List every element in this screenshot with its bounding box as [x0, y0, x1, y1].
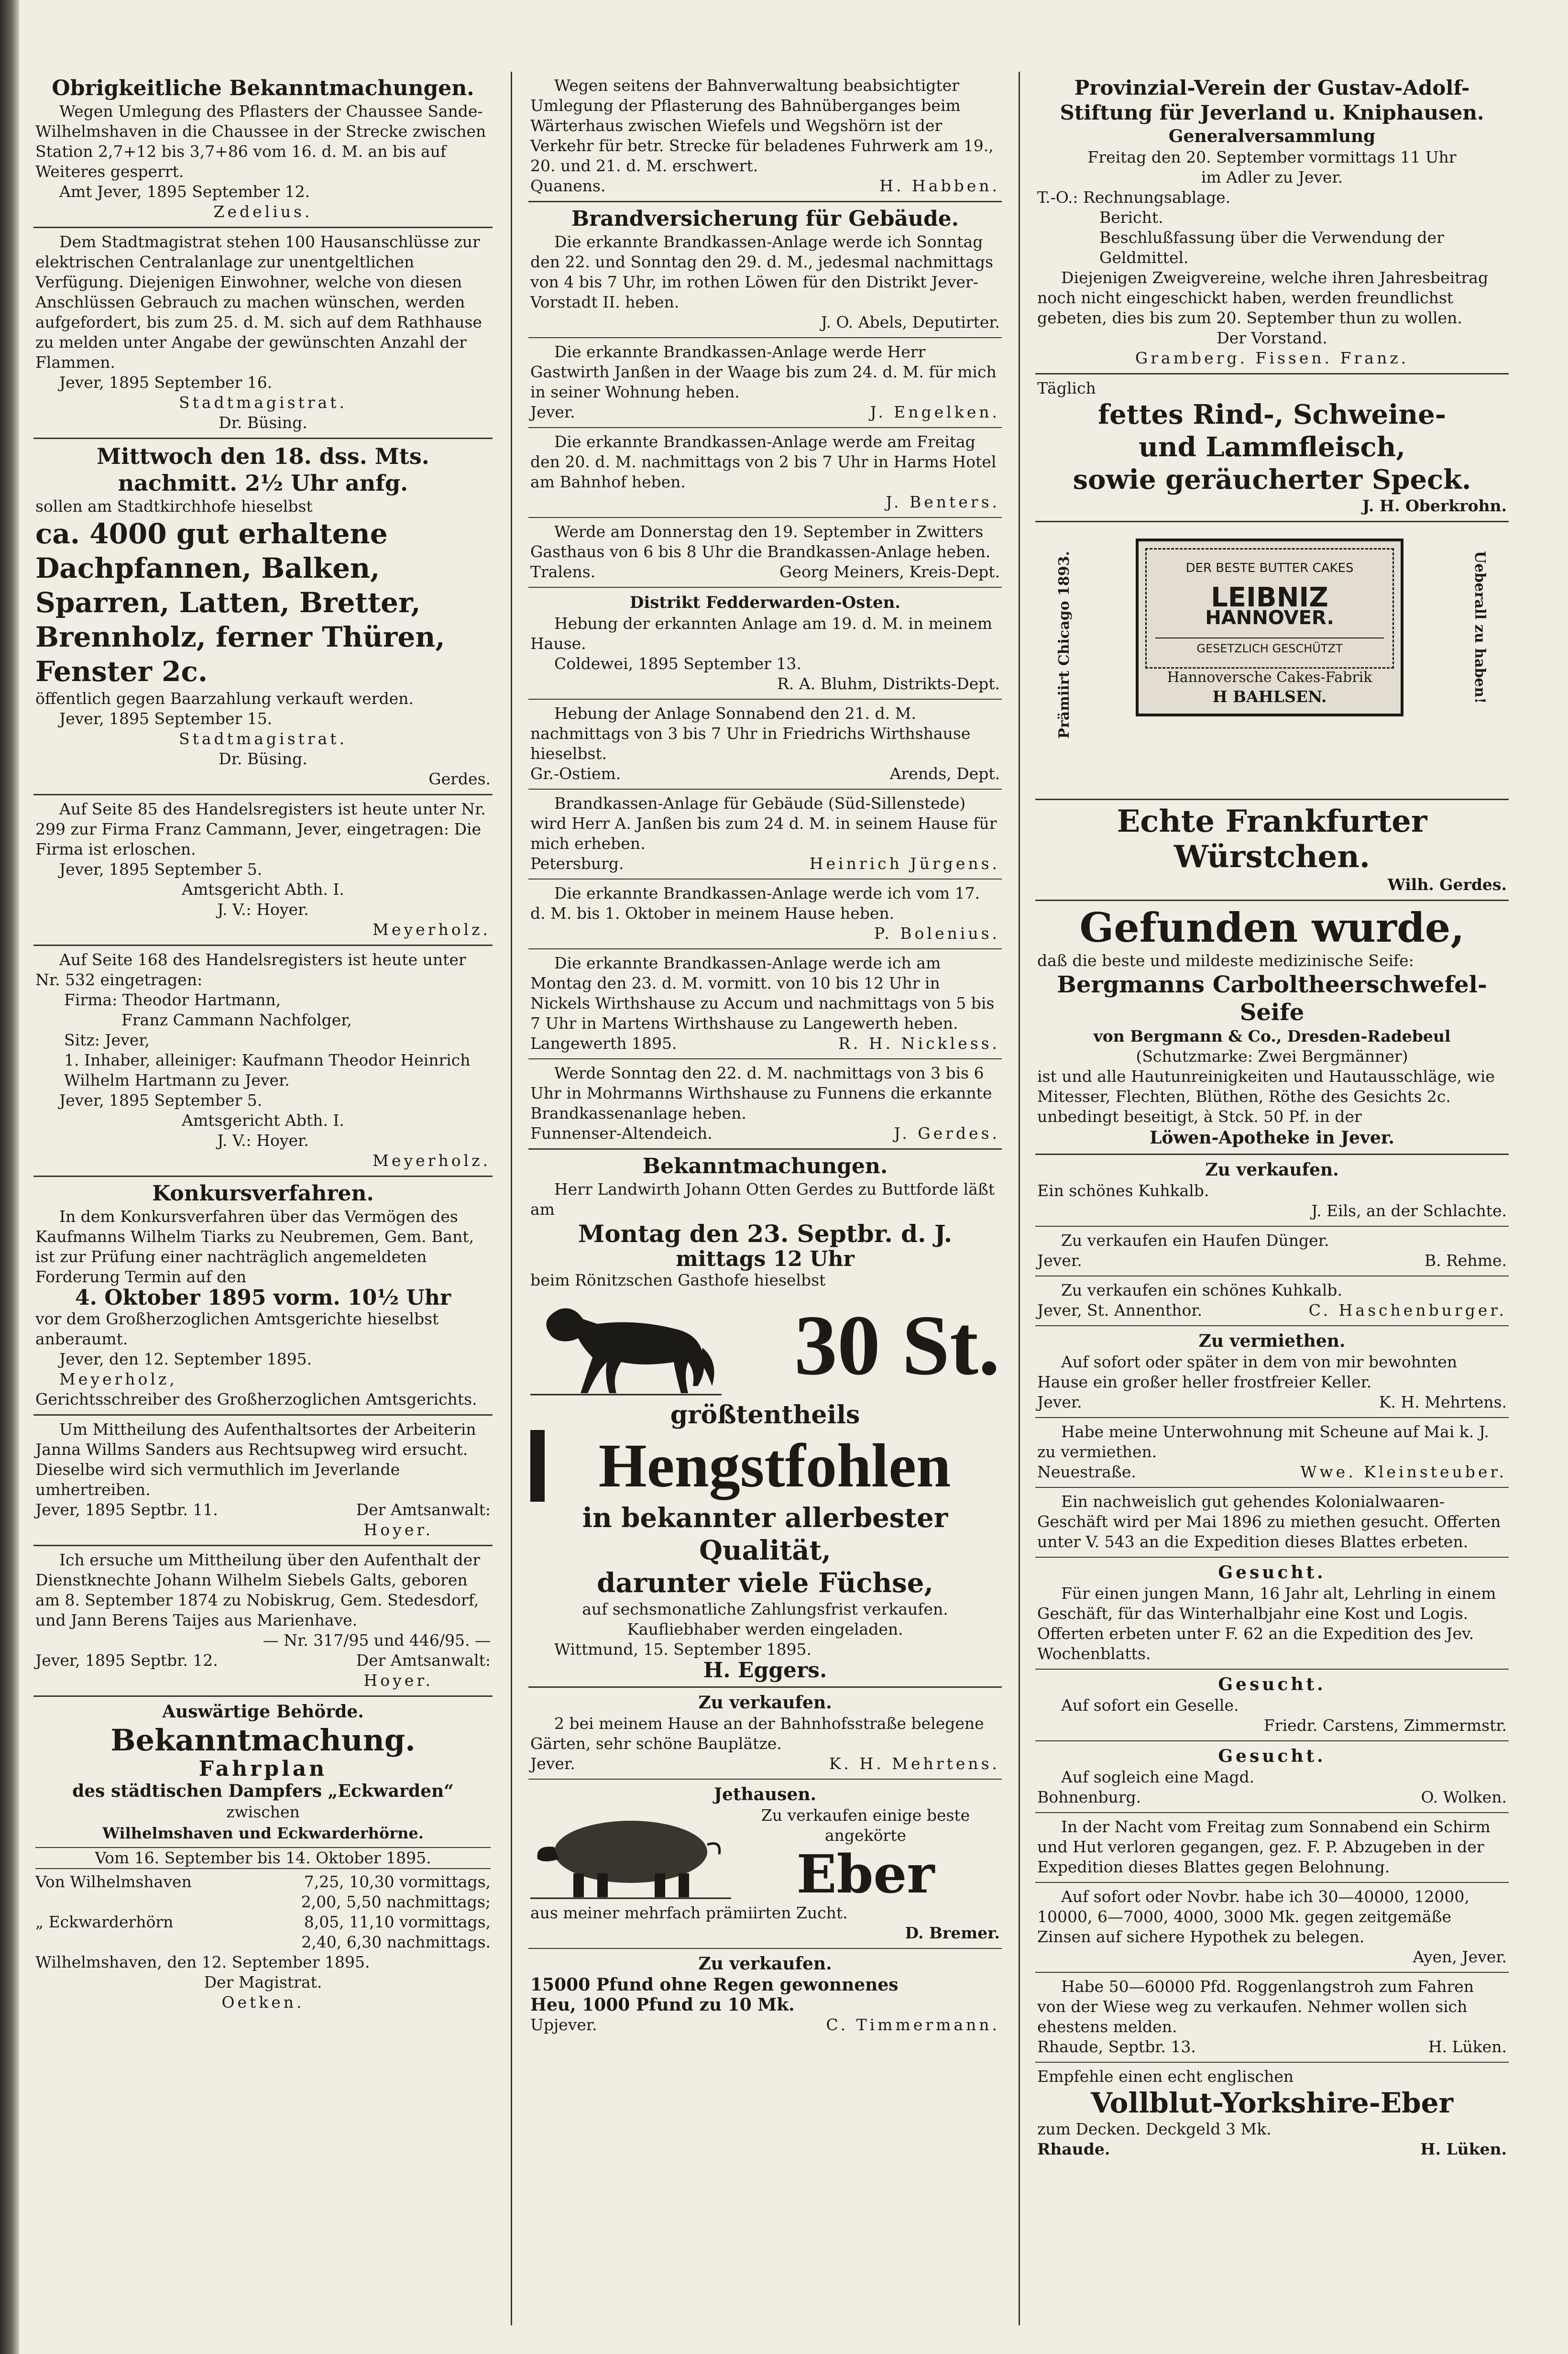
maker-name: H BAHLSEN.: [1212, 687, 1327, 706]
notice-text: Werde Sonntag den 22. d. M. nachmittags von 3 bis 6 Uhr in Mohrmanns Wirthshause zu Funnens die erkannte Brandkassenanlage heben.: [530, 1064, 992, 1122]
notice-text: Die erkannte Brandkassen-Anlage werde ich Sonntag den 22. und Sonntag den 29. d. M., jedesmal nachmittags von 4 bis 7 Uhr, im rothen Löwen für den Distrikt Jever-Vorstadt II. heben.: [530, 232, 993, 311]
place: Funnenser-Altendeich.: [530, 1124, 713, 1143]
notice-text: Auf sofort ein Geselle.: [1061, 1696, 1239, 1715]
column-right: [1035, 72, 1509, 2325]
ad-calf-2: [1035, 1276, 1509, 1326]
dateline: Jever, 1895 September 5.: [59, 1091, 263, 1110]
notice-fire-levy-7: [528, 949, 1002, 1059]
signature: Zedelius.: [213, 202, 313, 221]
dateline: Rhaude, Septbr. 13.: [1037, 2037, 1196, 2056]
signature: Hoyer.: [363, 1520, 433, 1539]
notice-text: Ein schönes Kuhkalb.: [1037, 1181, 1209, 1200]
meeting-date: Freitag den 20. September vormittags 11 Uhr: [1087, 148, 1457, 166]
signature: H. Lüken.: [1420, 2140, 1507, 2158]
notice-text: Für einen jungen Mann, 16 Jahr alt, Lehrling in einem Geschäft, für das Winterhalbjahr eine Kost und Logis. Offerten erbeten unter F. 62 an die Expedition des Jev. Wochenblatts.: [1037, 1584, 1496, 1663]
section-title: Echte Frankfurter Würstchen.: [1117, 803, 1427, 875]
notice-text: auf sechsmonatliche Zahlungsfrist verkaufen. Kaufliebhaber werden eingeladen.: [582, 1600, 948, 1639]
signature: C. Timmermann.: [826, 2015, 1000, 2034]
notice-text: In dem Konkursverfahren über das Vermögen des Kaufmanns Wilhelm Tiarks zu Neubremen, Gem. Bant, ist zur Prüfung einer nachträglich angemeldeten Forderung Termin auf den: [35, 1207, 474, 1286]
dateline: Jever, 1895 Septbr. 12.: [35, 1651, 218, 1670]
signature: Meyerholz,: [59, 1370, 177, 1388]
notice-text: Werde am Donnerstag den 19. September in Zwitters Gasthaus von 6 bis 8 Uhr die Brandkassen-Anlage heben.: [530, 522, 991, 561]
notice-fire-levy-5: [528, 790, 1002, 880]
agent: Gerdes.: [428, 770, 491, 788]
firm-line: Franz Cammann Nachfolger,: [121, 1011, 352, 1029]
auction-place: beim Rönitzschen Gasthofe hieselbst: [530, 1271, 826, 1289]
notice-text: Wegen seitens der Bahnverwaltung beabsichtigter Umlegung der Pflasterung des Bahnüberganges beim Wärterhaus zwischen Wiefels und Wegshörn ist der Verkehr für betr. Strecke für beladenes Fuhrwerk am 19., 20. und 21. d. M. erschwert.: [530, 76, 994, 175]
mostly: größtentheils: [670, 1400, 860, 1430]
firm-name: von Bergmann & Co., Dresden-Radebeul: [1093, 1027, 1451, 1045]
logo-mark: GESETZLICH GESCHÜTZT: [1155, 638, 1384, 659]
section-title: Gefunden wurde,: [1079, 904, 1465, 951]
notice-ferry-timetable: [33, 1697, 493, 2017]
departure-times: 7,25, 10,30 vormittags,: [304, 1872, 491, 1891]
product-name: Bergmanns Carboltheerschwefel-Seife: [1057, 971, 1487, 1026]
section-title: Provinzial-Verein der Gustav-Adolf-Stiftung für Jeverland u. Kniphausen.: [1060, 76, 1484, 124]
auction-date: Mittwoch den 18. dss. Mts.: [97, 443, 429, 469]
auction-items: ca. 4000 gut erhaltene Dachpfannen, Balken, Sparren, Latten, Bretter, Brennholz, ferner Thüren, Fenster 2c.: [35, 517, 445, 688]
signature: B. Rehme.: [1424, 1251, 1507, 1270]
trademark: (Schutzmarke: Zwei Bergmänner): [1136, 1047, 1408, 1066]
place: Quanens.: [530, 176, 606, 195]
notice-text: 2 bei meinem Hause an der Bahnhofsstraße belegene Gärten, sehr schöne Bauplätze.: [530, 1714, 984, 1753]
notice-text: Die erkannte Brandkassen-Anlage werde ich am Montag den 23. d. M. vormitt. von 10 bis 12 Uhr in Nickels Wirthshause zu Accum und nachmittags von 5 bis 7 Uhr in Martens Wirthshause zu Langewerth heben.: [530, 954, 995, 1033]
reference: — Nr. 317/95 und 446/95. —: [263, 1631, 491, 1650]
book-binding-edge: [0, 0, 19, 2354]
departure-times: 2,40, 6,30 nachmittags.: [301, 1933, 491, 1951]
auction-time: nachmitt. 2½ Uhr anfg.: [118, 470, 408, 496]
place: Upjever.: [530, 2015, 597, 2034]
role: Der Amtsanwalt:: [356, 1651, 491, 1670]
section-title: Distrikt Fedderwarden-Osten.: [629, 593, 901, 612]
departure-times: 2,00, 5,50 nachmittags;: [301, 1892, 491, 1911]
signature: Friedr. Carstens, Zimmermstr.: [1263, 1716, 1507, 1735]
ad-leibniz-cakes: [1035, 522, 1509, 800]
notice-text: Auf sofort oder Novbr. habe ich 30—40000, 12000, 10000, 6—7000, 4000, 3000 Mk. gegen zeitgemäße Zinsen auf sichere Hypothek zu belegen.: [1037, 1887, 1469, 1946]
signature: K. H. Mehrtens.: [1379, 1393, 1507, 1411]
place: Rhaude.: [1037, 2140, 1110, 2158]
logo-top: DER BESTE BUTTER CAKES: [1185, 561, 1354, 575]
office: Stadtmagistrat.: [179, 729, 347, 748]
firm-line: Sitz: Jever,: [64, 1031, 150, 1049]
hay-offer: Heu, 1000 Pfund zu 10 Mk.: [530, 1995, 795, 2015]
section-head: Auswärtige Behörde.: [162, 1702, 364, 1722]
signature: J. Gerdes.: [894, 1124, 1000, 1143]
ad-straw-sale: [1035, 1973, 1509, 2063]
maker: Hannoversche Cakes-Fabrik: [1167, 669, 1372, 686]
agenda: Beschlußfassung über die Verwendung der Geldmittel.: [1099, 228, 1444, 267]
notice-text: Hebung der Anlage Sonnabend den 21. d. M. nachmittags von 3 bis 7 Uhr in Friedrichs Wirthshause hieselbst.: [530, 704, 971, 763]
dateline: Wittmund, 15. September 1895.: [554, 1640, 812, 1659]
section-title: Bekanntmachungen.: [642, 1154, 888, 1178]
signature: Georg Meiners, Kreis-Dept.: [779, 562, 1000, 581]
section-title: Zu verkaufen.: [698, 1693, 832, 1713]
meat-offer: fettes Rind-, Schweine-: [1098, 399, 1446, 430]
ad-gardens-sale: [528, 1688, 1002, 1780]
notice-text: Die erkannte Brandkassen-Anlage werde ich vom 17. d. M. bis 1. Oktober in meinem Hause heben.: [530, 884, 980, 923]
departure-from: „ Eckwarderhörn: [35, 1913, 174, 1931]
boar-headline: Vollblut-Yorkshire-Eber: [1090, 2087, 1454, 2119]
clerk: Meyerholz.: [373, 1151, 491, 1170]
auction-date: Montag den 23. Septbr. d. J.: [578, 1220, 953, 1248]
ad-foal-auction: [528, 1150, 1002, 1688]
dateline: Coldewei, 1895 September 13.: [554, 654, 801, 673]
signature: Wwe. Kleinsteuber.: [1300, 1463, 1507, 1481]
column-left: [33, 72, 493, 2325]
dateline: Jever, 1895 September 15.: [59, 709, 273, 728]
notice-search-1: [33, 1416, 493, 1546]
place: Jever.: [530, 403, 575, 421]
notice-text: Auf sofort oder später in dem von mir bewohnten Hause ein großer heller frostfreier Keller.: [1037, 1353, 1458, 1391]
place: Neuestraße.: [1037, 1463, 1136, 1481]
agenda: T.-O.: Rechnungsablage.: [1037, 188, 1231, 207]
place: Jever, St. Annenthor.: [1037, 1301, 1203, 1320]
section-title: Gesucht.: [1218, 1674, 1326, 1694]
ferry-name: des städtischen Dampfers „Eckwarden“: [72, 1781, 454, 1801]
notice-text: Brandkassen-Anlage für Gebäude (Süd-Sillenstede) wird Herr A. Janßen bis zum 24 d. M. in seinem Hause für mich erheben.: [530, 794, 997, 853]
clerk: Meyerholz.: [373, 920, 491, 939]
notice-text: ist und alle Hautunreinigkeiten und Hautausschläge, wie Mitesser, Flechten, Blüthen, Röthe des Gesichts 2c. unbedingt beseitigt, à Stck. 50 Pf. in der: [1037, 1067, 1495, 1126]
dateline: Amt Jever, 1895 September 12.: [59, 182, 310, 201]
notice-text: öffentlich gegen Baarzahlung verkauft werden.: [35, 689, 414, 708]
notice-fire-levy-3: [528, 518, 1002, 588]
notice-bankruptcy: [33, 1177, 493, 1416]
notice-auction-materials: [33, 439, 493, 795]
notice-text: Die erkannte Brandkassen-Anlage werde am Freitag den 20. d. M. nachmittags von 2 bis 7 Uhr in Harms Hotel am Bahnhof heben.: [530, 432, 997, 491]
section-title: Obrigkeitliche Bekanntmachungen.: [52, 76, 474, 100]
notice-text: Diejenigen Zweigvereine, welche ihren Jahresbeitrag noch nicht eingeschickt haben, werden freundlichst gebeten, dies bis zum 20. September thun zu wollen.: [1037, 268, 1489, 327]
signature: J. Benters.: [886, 493, 1000, 511]
meeting-place: im Adler zu Jever.: [1201, 168, 1343, 187]
notice-text: daß die beste und mildeste medizinische Seife:: [1037, 951, 1414, 970]
meat-offer: sowie geräucherter Speck.: [1073, 464, 1471, 495]
section-title: Konkursverfahren.: [152, 1181, 374, 1206]
notice-district-levy: [528, 588, 1002, 700]
logo-city: HANNOVER.: [1205, 607, 1334, 629]
place: Jever.: [1037, 1393, 1082, 1411]
section-sub: Generalversammlung: [1168, 126, 1376, 146]
firm-line: 1. Inhaber, alleiniger: Kaufmann Theodor Heinrich Wilhelm Hartmann zu Jever.: [64, 1051, 471, 1089]
notice-text: Zu verkaufen einige beste angekörte: [761, 1806, 970, 1845]
dateline: Jever, 1895 September 16.: [59, 373, 273, 392]
notice-fire-insurance: [528, 202, 1002, 338]
notice-text: Empfehle einen echt englischen: [1037, 2067, 1294, 2086]
ad-butcher: [1035, 374, 1509, 522]
ad-soap: [1035, 901, 1509, 1155]
foal-count: 30 St.: [794, 1298, 1000, 1393]
signature: J. Engelken.: [870, 403, 1000, 421]
office: Der Magistrat.: [204, 1973, 322, 1991]
signature: Hoyer.: [363, 1671, 433, 1690]
timetable-title: Fahrplan: [198, 1757, 328, 1781]
hearing-date: 4. Oktober 1895 vorm. 10½ Uhr: [75, 1286, 451, 1310]
notice-text: Ein nachweislich gut gehendes Kolonialwaaren-Geschäft wird per Mai 1896 zu miethen gesucht. Offerten unter V. 543 an die Expedition dieses Blattes erbeten.: [1037, 1492, 1501, 1551]
signature: H. Eggers.: [703, 1658, 827, 1683]
signature: J. H. Oberkrohn.: [1362, 496, 1507, 515]
notice-text: Habe 50—60000 Pfd. Roggenlangstroh zum Fahren von der Wiese weg zu verkaufen. Nehmer wollen sich ehestens melden.: [1037, 1977, 1474, 2036]
ad-board-wanted: [1035, 1558, 1509, 1670]
office: Stadtmagistrat.: [179, 393, 347, 412]
pig-icon: [530, 1806, 731, 1902]
notice-fire-levy-2: [528, 428, 1002, 518]
section-title: Bekanntmachung.: [110, 1723, 416, 1758]
firm-line: Firma: Theodor Hartmann,: [64, 990, 281, 1009]
signature: C. Haschenburger.: [1308, 1301, 1507, 1320]
signature: Wilh. Gerdes.: [1387, 875, 1507, 894]
place: Jever.: [530, 1754, 575, 1773]
notice-text: zum Decken. Deckgeld 3 Mk.: [1037, 2120, 1272, 2138]
notice-text: Ich ersuche um Mittheilung über den Aufenthalt der Dienstknechte Johann Wilhelm Siebels Galts, geboren am 8. September 1874 zu Nobiskrug, Gem. Stedesdorf, und Jann Berens Taijes aus Marienhave.: [35, 1551, 480, 1629]
logo-brand: LEIBNIZ: [1211, 582, 1328, 613]
signature: Dr. Büsing.: [219, 413, 307, 432]
column-divider: [511, 72, 512, 2325]
ad-cellar-rent: [1035, 1326, 1509, 1418]
dateline: Wilhelmshaven, den 12. September 1895.: [35, 1953, 370, 1971]
notice-text: Zu verkaufen ein schönes Kuhkalb.: [1061, 1281, 1342, 1299]
role: Der Amtsanwalt:: [356, 1500, 491, 1519]
signature: J. O. Abels, Deputirter.: [821, 313, 1000, 331]
notice-railway-crossing: [528, 72, 1002, 202]
signature: D. Bremer.: [905, 1924, 1000, 1942]
notice-text: Auf Seite 85 des Handelsregisters ist heute unter Nr. 299 zur Firma Franz Cammann, Jever, eingetragen: Die Firma ist erloschen.: [35, 800, 486, 858]
notice-text: aus meiner mehrfach prämiirten Zucht.: [530, 1903, 848, 1922]
award-text: Prämiirt Chicago 1893.: [1056, 551, 1073, 739]
notice-text: Auf sogleich eine Magd.: [1061, 1768, 1255, 1786]
signature: Ayen, Jever.: [1413, 1947, 1507, 1966]
notice-fire-levy-6: [528, 880, 1002, 949]
ad-maid-wanted: [1035, 1741, 1509, 1813]
section-title: Jethausen.: [713, 1784, 817, 1804]
ad-frankfurter: [1035, 800, 1509, 901]
foxes: darunter viele Füchse,: [597, 1567, 933, 1599]
place: Petersburg.: [530, 854, 624, 873]
availability-text: Ueberall zu haben!: [1471, 551, 1488, 704]
meat-offer: und Lammfleisch,: [1139, 431, 1405, 463]
auction-time: mittags 12 Uhr: [676, 1247, 855, 1271]
signature: H. Habben.: [879, 176, 1000, 195]
signature: Gramberg. Fissen. Franz.: [1135, 349, 1409, 367]
ad-mortgage: [1035, 1883, 1509, 1973]
notice-text: Zu verkaufen ein Haufen Dünger.: [1061, 1231, 1329, 1250]
route: Wilhelmshaven und Eckwarderhörne.: [102, 1824, 424, 1842]
quality: in bekannter allerbester Qualität,: [582, 1502, 948, 1566]
shop: Löwen-Apotheke in Jever.: [1150, 1128, 1394, 1148]
hay-offer: 15000 Pfund ohne Regen gewonnenes: [530, 1975, 899, 1995]
notice-search-2: [33, 1546, 493, 1697]
ad-calf-1: [1035, 1155, 1509, 1227]
signature: Oetken.: [221, 1993, 305, 2012]
signature: K. H. Mehrtens.: [829, 1754, 1000, 1773]
place: Jever.: [1037, 1251, 1082, 1270]
signature: Dr. Büsing.: [219, 749, 307, 768]
signature: J. V.: Hoyer.: [217, 900, 309, 919]
signature: R. A. Bluhm, Distrikts-Dept.: [777, 674, 1000, 693]
place: Tralens.: [530, 562, 596, 581]
dateline: Jever, 1895 September 5.: [59, 860, 263, 879]
signature: H. Lüken.: [1428, 2037, 1507, 2056]
ad-journeyman-wanted: [1035, 1670, 1509, 1741]
signature: Arends, Dept.: [889, 764, 1000, 783]
section-title: Zu verkaufen.: [1205, 1160, 1339, 1180]
notice-text: vor dem Großherzoglichen Amtsgerichte hieselbst anberaumt.: [35, 1309, 439, 1348]
notice-text: sollen am Stadtkirchhofe hieselbst: [35, 497, 313, 516]
section-title: Zu vermiethen.: [1198, 1331, 1346, 1351]
agenda: Bericht.: [1099, 208, 1163, 227]
place: Bohnenburg.: [1037, 1788, 1141, 1806]
signature: O. Wolken.: [1421, 1788, 1507, 1806]
notice-text: Auf Seite 168 des Handelsregisters ist heute unter Nr. 532 eingetragen:: [35, 950, 466, 989]
notice-text: Habe meine Unterwohnung mit Scheune auf Mai k. J. zu vermiethen.: [1037, 1422, 1489, 1461]
departure-times: 8,05, 11,10 vormittags,: [304, 1913, 491, 1931]
role: Gerichtsschreiber des Großherzoglichen Amtsgerichts.: [35, 1390, 477, 1408]
notice-trade-register-1: [33, 795, 493, 946]
dateline: Langewerth 1895.: [530, 1034, 677, 1053]
notice-text: Dem Stadtmagistrat stehen 100 Hausanschlüsse zur elektrischen Centralanlage zur unentgeltlichen Verfügung. Diejenigen Einwohner, welche von diesen Anschlüssen Gebrauch zu machen wünschen, werden aufgefordert, bis zum 25. d. M. sich auf dem Rathhause zu melden unter Angabe der gewünschten Anzahl der Flammen.: [35, 232, 482, 372]
section-title: Gesucht.: [1218, 1746, 1326, 1766]
section-title: Brandversicherung für Gebäude.: [571, 207, 959, 231]
court: Amtsgericht Abth. I.: [182, 880, 344, 899]
period: Vom 16. September bis 14. Oktober 1895.: [35, 1847, 491, 1869]
biscuit-logo: [1136, 539, 1404, 716]
column-middle: [528, 72, 1002, 2325]
notice-road-closure: [33, 72, 493, 228]
section-title: Zu verkaufen.: [698, 1954, 832, 1974]
ad-flat-rent: [1035, 1418, 1509, 1488]
between: zwischen: [226, 1803, 300, 1821]
foals-headline: Hengstfohlen: [530, 1430, 1000, 1502]
notice-text: Die erkannte Brandkassen-Anlage werde Herr Gastwirth Janßen in der Waage bis zum 24. d. M. für mich in seiner Wohnung heben.: [530, 342, 997, 401]
ad-yorkshire-boar: [1035, 2063, 1509, 2164]
signature: J. V.: Hoyer.: [217, 1131, 309, 1150]
notice-text: Herr Landwirth Johann Otten Gerdes zu Buttforde läßt am: [530, 1180, 995, 1219]
notice-trade-register-2: [33, 946, 493, 1177]
daily: Täglich: [1037, 379, 1096, 397]
office: Der Vorstand.: [1217, 329, 1327, 347]
dateline: Jever, den 12. September 1895.: [59, 1350, 312, 1368]
ad-lost-umbrella: [1035, 1813, 1509, 1883]
horse-icon: [530, 1290, 722, 1400]
signature: R. H. Nickless.: [838, 1034, 1000, 1053]
notice-text: Um Mittheilung des Aufenthaltsortes der Arbeiterin Janna Willms Sanders aus Rechtsupweg wird ersucht. Dieselbe wird sich vermuthlich im Jeverlande umhertreiben.: [35, 1420, 476, 1499]
column-divider: [1019, 72, 1020, 2325]
ad-shop-wanted: [1035, 1488, 1509, 1558]
notice-fire-levy-8: [528, 1059, 1002, 1150]
signature: P. Bolenius.: [874, 924, 1000, 943]
notice-fire-levy-4: [528, 700, 1002, 790]
signature: J. Eils, an der Schlachte.: [1311, 1201, 1507, 1220]
dateline: Jever, 1895 Septbr. 11.: [35, 1500, 218, 1519]
ad-boar-sale: [528, 1780, 1002, 1949]
notice-house-connections: [33, 228, 493, 439]
place: Gr.-Ostiem.: [530, 764, 621, 783]
notice-fire-levy-1: [528, 338, 1002, 428]
signature: Heinrich Jürgens.: [809, 854, 1000, 873]
court: Amtsgericht Abth. I.: [182, 1111, 344, 1130]
notice-text: In der Nacht vom Freitag zum Sonnabend ein Schirm und Hut verloren gegangen, gez. F. P. Abzugeben in der Expedition dieses Blattes gegen Belohnung.: [1037, 1817, 1491, 1876]
ad-manure: [1035, 1227, 1509, 1276]
boar-headline: Eber: [796, 1843, 935, 1905]
notice-gustav-adolf: [1035, 72, 1509, 374]
notice-text: Hebung der erkannten Anlage am 19. d. M. in meinem Hause.: [530, 614, 992, 653]
ad-hay-sale: [528, 1949, 1002, 2040]
section-title: Gesucht.: [1218, 1562, 1326, 1583]
departure-from: Von Wilhelmshaven: [35, 1872, 192, 1891]
notice-text: Wegen Umlegung des Pflasters der Chaussee Sande-Wilhelmshaven in die Chaussee in der Strecke zwischen Station 2,7+12 bis 3,7+86 vom 16. d. M. an bis auf Weiteres gesperrt.: [35, 102, 486, 181]
